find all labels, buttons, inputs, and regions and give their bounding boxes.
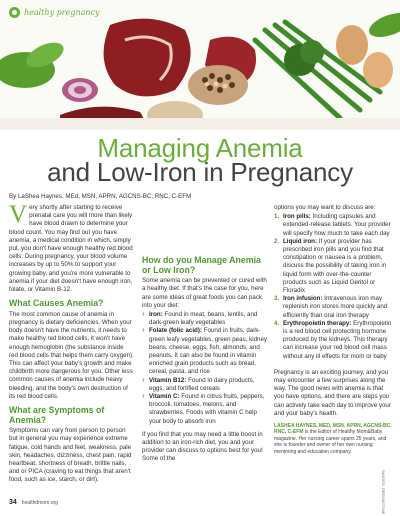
photo-credit: IMAGES: DREAMSTIME	[381, 470, 386, 515]
intro-text: ery shortly after starting to receive prenatal care you will more than likely have blood drawn to determine your blood count. You may find out you have anemia, a medical condition in which, simply put, you don't have enough healthy red blood cells. During pregnancy, your blood volume increases by up to 50% to support your growing baby, and you're more vulnerable to anemia if your diet doesn't have enough iron, folate, or Vitamin B-12.	[9, 204, 133, 294]
byline: By LaShea Haynes, MEd, MSN, APRN, AGCNS-BC, RNC, C-EFM	[9, 193, 192, 200]
author-bio-name: LASHEA HAYNES, MED, MSN, APRN, AGCNS-BC, RNC, C-EFM	[274, 423, 392, 436]
author-bio-text: is the Editor of Healthy Mom&Baby magazine. Her nursing career spans 25 years, and she is founder and owner of her own nursing mentoring and education company.	[274, 429, 387, 455]
article-title-line-1: Managing Anemia	[97, 133, 303, 163]
footer-site: healthdmom.org	[21, 499, 58, 506]
options-list	[274, 213, 392, 361]
dropcap: V	[9, 201, 28, 228]
section-kicker-text: healthy pregnancy	[24, 8, 100, 17]
column-1	[9, 201, 134, 490]
author-bio	[274, 423, 392, 455]
list-item: 3. Iron infusion: Intravenous iron may replenish iron stores more quickly and efficiently than oral iron therapy	[274, 295, 388, 319]
causes-paragraph: The most common cause of anemia in pregnancy is dietary deficiencies. When your body doesn't have the nutrients, it needs to make healthy red blood cells, it won't have enough hemoglobin (the substance inside red blood cells that helps them carry oxygen). This can affect your baby's growth and make childbirth more dangerous for you. Other less common causes of anemia include heavy bleeding, and the body's own destruction of its red blood cells.	[9, 310, 134, 400]
list-item: 1. Iron pills: Including capsules and extended-release tablets. Your provider will specify how much to take each day	[274, 213, 391, 237]
food-illustration	[0, 0, 400, 130]
list-item: › Vitamin B12: Found in dairy products, eggs, and fortified cereals	[142, 377, 267, 393]
food-list	[142, 311, 267, 426]
list-item: 4. Erythropoietin therapy: Erythropoietin is a red blood cell protecting hormone produced by the kidneys. This therapy can increase your red blood cell mass without any ill effects for mom or baby	[274, 319, 392, 360]
options-intro: options you may want to discuss are:	[274, 204, 376, 211]
section-heading-manage: How do you Manage Anemia or Low Iron?	[142, 255, 261, 275]
list-item: › Iron: Found in meat, beans, lentils, and dark-green leafy vegetables	[142, 311, 267, 327]
section-kicker	[9, 7, 100, 18]
manage-paragraph: Some anemia can be prevented or cured with a healthy diet. If that's the case for you, here are some ideas of great foods you can pack into your diet:	[142, 277, 267, 309]
list-item: 2. Liquid iron: If your provider has prescribed iron pills and you find that constipation or nausea is a problem, discuss the possibility of taking iron in liquid form with over-the-counter products such as Liquid Geritol or Floradix	[274, 237, 387, 295]
heart-logo-icon	[9, 7, 20, 18]
page-number: 34	[9, 499, 17, 506]
column-2	[142, 204, 267, 469]
hero-food-photo	[0, 0, 400, 130]
closing-paragraph: Pregnancy is an exciting journey, and you may encounter a few surprises along the way. The good news with anemia is that you have options, and there are steps you can actively take each day to improve your and your baby's health.	[274, 368, 391, 417]
column-3	[274, 204, 392, 460]
page-footer	[9, 499, 58, 506]
section-heading-causes: What Causes Anemia?	[9, 298, 104, 309]
boost-paragraph: If you find that you may need a little boost in addition to an iron-rich diet, you and your provider can discuss to options best for you! Some of the	[142, 430, 263, 463]
article-title-line-2: and Low-Iron in Pregnancy	[47, 157, 353, 187]
list-item: › Vitamin C: Found in citrus fruits, peppers, broccoli, tomatoes, melons, and strawberries. Foods with vitamin C help your body to absorb iron	[142, 393, 267, 426]
list-item: › Folate (folic acid): Found in fruits, dark-green leafy vegetables, green peas, kidney beans, cheese, eggs, fish, almonds, and peanuts. It can also be found in vitamin enriched grain products such as bread, cereal, pasta, and rice	[142, 327, 267, 376]
intro-paragraph	[9, 201, 134, 294]
section-heading-symptoms: What are Symptoms of Anemia?	[9, 405, 105, 425]
symptoms-paragraph: Symptoms can vary from person to person but in general you may experience extreme fatigue, cold hands and feet, weakness, pale skin, headaches, dizziness, chest pain, rapid heartbeat, shortness of breath, brittle nails, and or PICA (craving to eat things that aren't food, such as ice, starch, or dirt).	[9, 427, 132, 484]
